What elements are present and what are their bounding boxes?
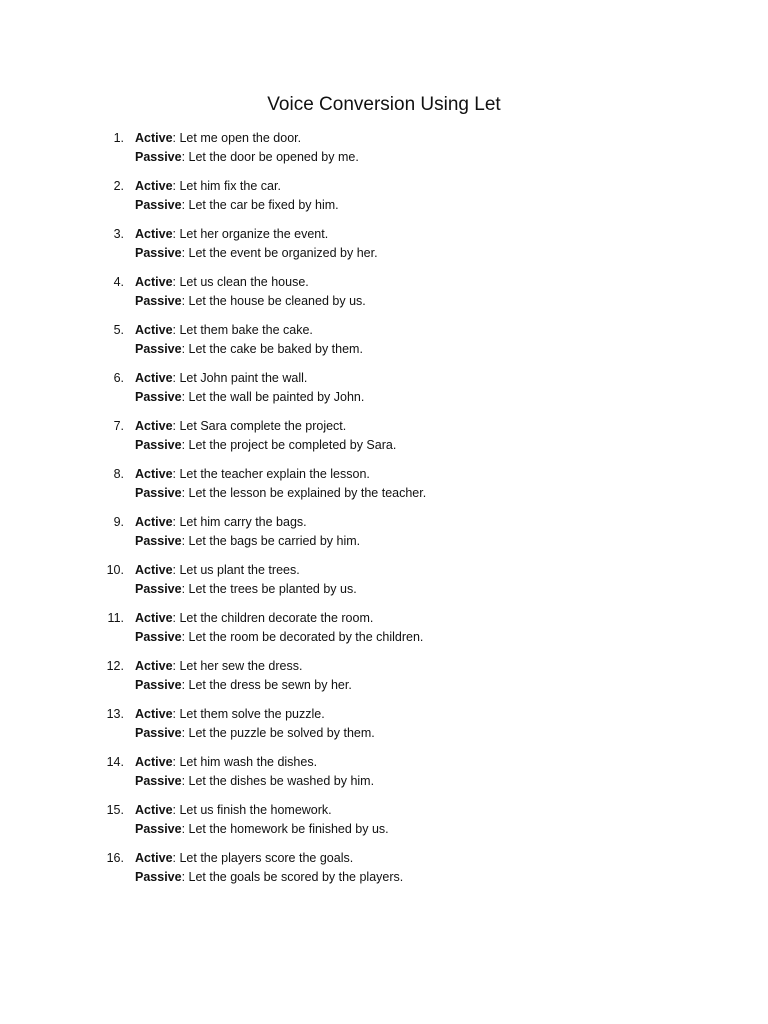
passive-text: : Let the car be fixed by him. — [181, 198, 339, 212]
item-number: 16. — [106, 851, 124, 865]
list-item — [0, 369, 768, 417]
passive-text: : Let the house be cleaned by us. — [181, 294, 366, 308]
active-sentence — [135, 177, 281, 196]
passive-text: : Let the room be decorated by the children. — [181, 630, 424, 644]
passive-label: Passive — [135, 726, 182, 740]
item-number: 2. — [113, 179, 124, 193]
passive-sentence — [135, 292, 366, 311]
passive-label: Passive — [135, 150, 182, 164]
passive-text: : Let the dishes be washed by him. — [181, 774, 375, 788]
passive-text: : Let the goals be scored by the players. — [181, 870, 404, 884]
passive-sentence — [135, 772, 374, 791]
passive-sentence — [135, 388, 364, 407]
list-item — [0, 465, 768, 513]
active-label: Active — [135, 755, 173, 769]
item-number: 4. — [113, 275, 124, 289]
passive-sentence — [135, 868, 403, 887]
list-item — [0, 609, 768, 657]
active-text: : Let the children decorate the room. — [172, 611, 374, 625]
passive-sentence — [135, 628, 423, 647]
active-label: Active — [135, 803, 173, 817]
passive-text: : Let the homework be finished by us. — [181, 822, 389, 836]
active-sentence — [135, 657, 302, 676]
active-sentence — [135, 705, 325, 724]
passive-label: Passive — [135, 534, 182, 548]
passive-label: Passive — [135, 246, 182, 260]
passive-label: Passive — [135, 342, 182, 356]
active-text: : Let Sara complete the project. — [172, 419, 347, 433]
active-text: : Let him fix the car. — [172, 179, 281, 193]
active-text: : Let him wash the dishes. — [172, 755, 318, 769]
list-item — [0, 849, 768, 897]
passive-sentence — [135, 244, 378, 263]
active-label: Active — [135, 707, 173, 721]
active-label: Active — [135, 323, 173, 337]
passive-text: : Let the puzzle be solved by them. — [181, 726, 375, 740]
conversion-list — [0, 129, 768, 897]
active-sentence — [135, 513, 307, 532]
active-text: : Let the teacher explain the lesson. — [172, 467, 370, 481]
passive-label: Passive — [135, 774, 182, 788]
active-text: : Let her sew the dress. — [172, 659, 303, 673]
active-sentence — [135, 609, 373, 628]
active-label: Active — [135, 227, 173, 241]
list-item — [0, 321, 768, 369]
passive-label: Passive — [135, 630, 182, 644]
passive-sentence — [135, 580, 357, 599]
passive-sentence — [135, 196, 339, 215]
passive-sentence — [135, 484, 426, 503]
active-label: Active — [135, 515, 173, 529]
item-number: 7. — [113, 419, 124, 433]
active-sentence — [135, 417, 346, 436]
active-text: : Let the players score the goals. — [172, 851, 354, 865]
list-item — [0, 129, 768, 177]
passive-label: Passive — [135, 438, 182, 452]
active-label: Active — [135, 179, 173, 193]
passive-sentence — [135, 532, 360, 551]
passive-sentence — [135, 676, 352, 695]
passive-text: : Let the wall be painted by John. — [181, 390, 365, 404]
item-number: 3. — [113, 227, 124, 241]
list-item — [0, 513, 768, 561]
item-number: 6. — [113, 371, 124, 385]
passive-sentence — [135, 724, 375, 743]
list-item — [0, 273, 768, 321]
item-number: 8. — [113, 467, 124, 481]
active-text: : Let them bake the cake. — [172, 323, 313, 337]
list-item — [0, 177, 768, 225]
item-number: 1. — [113, 131, 124, 145]
active-sentence — [135, 273, 309, 292]
active-label: Active — [135, 275, 173, 289]
active-text: : Let him carry the bags. — [172, 515, 307, 529]
item-number: 13. — [106, 707, 124, 721]
item-number: 14. — [106, 755, 124, 769]
active-sentence — [135, 129, 301, 148]
list-item — [0, 417, 768, 465]
active-text: : Let John paint the wall. — [172, 371, 308, 385]
active-sentence — [135, 849, 353, 868]
item-number: 10. — [106, 563, 124, 577]
passive-text: : Let the door be opened by me. — [181, 150, 359, 164]
passive-sentence — [135, 340, 363, 359]
passive-text: : Let the dress be sewn by her. — [181, 678, 352, 692]
active-label: Active — [135, 131, 173, 145]
active-label: Active — [135, 851, 173, 865]
active-sentence — [135, 753, 317, 772]
passive-label: Passive — [135, 822, 182, 836]
active-label: Active — [135, 659, 173, 673]
list-item — [0, 561, 768, 609]
list-item — [0, 753, 768, 801]
item-number: 11. — [107, 611, 124, 625]
list-item — [0, 657, 768, 705]
active-text: : Let her organize the event. — [172, 227, 329, 241]
passive-label: Passive — [135, 198, 182, 212]
active-label: Active — [135, 563, 173, 577]
passive-label: Passive — [135, 678, 182, 692]
list-item — [0, 801, 768, 849]
item-number: 15. — [106, 803, 124, 817]
passive-text: : Let the project be completed by Sara. — [181, 438, 397, 452]
passive-label: Passive — [135, 486, 182, 500]
active-label: Active — [135, 611, 173, 625]
active-text: : Let us plant the trees. — [172, 563, 300, 577]
page-title: Voice Conversion Using Let — [267, 94, 501, 115]
active-sentence — [135, 225, 328, 244]
passive-text: : Let the lesson be explained by the teacher. — [181, 486, 427, 500]
passive-sentence — [135, 436, 396, 455]
active-label: Active — [135, 467, 173, 481]
passive-text: : Let the event be organized by her. — [181, 246, 378, 260]
passive-text: : Let the cake be baked by them. — [181, 342, 363, 356]
active-label: Active — [135, 419, 173, 433]
passive-sentence — [135, 820, 389, 839]
active-text: : Let us clean the house. — [172, 275, 309, 289]
active-sentence — [135, 801, 332, 820]
active-sentence — [135, 369, 307, 388]
item-number: 12. — [106, 659, 124, 673]
passive-text: : Let the bags be carried by him. — [181, 534, 361, 548]
item-number: 5. — [113, 323, 124, 337]
active-text: : Let us finish the homework. — [172, 803, 332, 817]
item-number: 9. — [113, 515, 124, 529]
active-sentence — [135, 321, 313, 340]
passive-label: Passive — [135, 582, 182, 596]
active-text: : Let them solve the puzzle. — [172, 707, 325, 721]
active-sentence — [135, 561, 300, 580]
passive-text: : Let the trees be planted by us. — [181, 582, 357, 596]
list-item — [0, 705, 768, 753]
active-text: : Let me open the door. — [172, 131, 302, 145]
list-item — [0, 225, 768, 273]
passive-label: Passive — [135, 390, 182, 404]
active-label: Active — [135, 371, 173, 385]
passive-label: Passive — [135, 294, 182, 308]
passive-sentence — [135, 148, 359, 167]
active-sentence — [135, 465, 370, 484]
passive-label: Passive — [135, 870, 182, 884]
